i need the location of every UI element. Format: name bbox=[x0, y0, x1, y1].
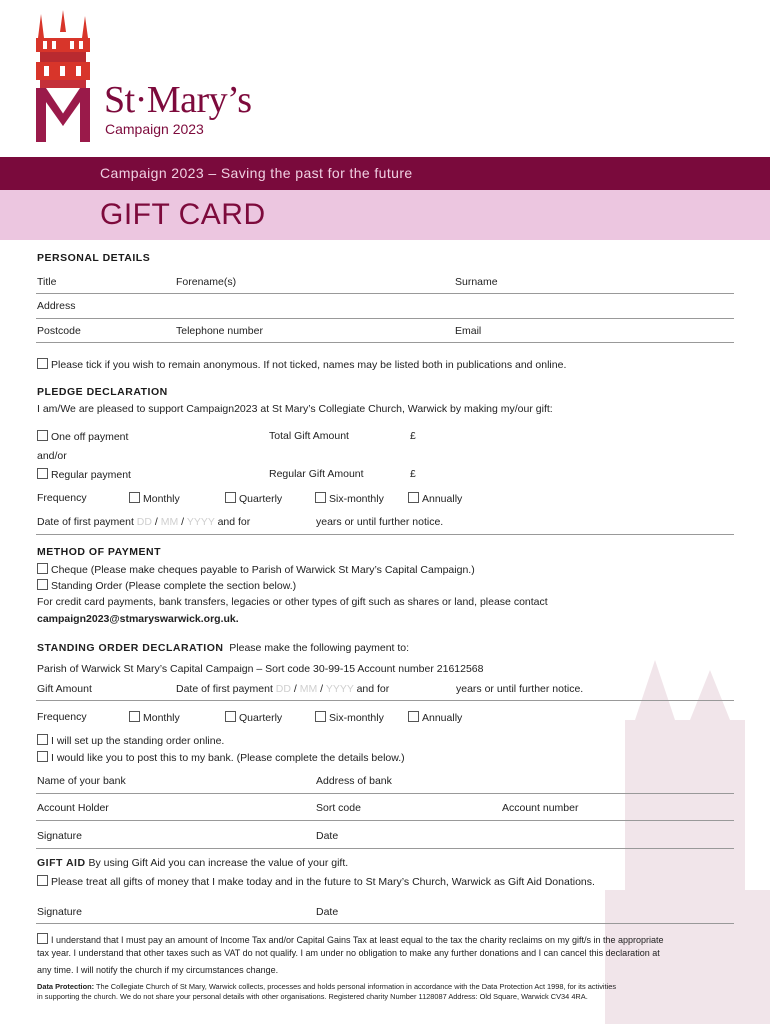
date-first-payment bbox=[37, 516, 250, 528]
bank-name-label: Name of your bank bbox=[37, 775, 126, 787]
email-label: Email bbox=[455, 325, 482, 337]
regular-label: Regular payment bbox=[51, 469, 131, 481]
so-date-first bbox=[176, 683, 389, 695]
standing-label: Standing Order (Please complete the section below.) bbox=[51, 580, 297, 592]
ga-signature-line[interactable] bbox=[36, 923, 734, 924]
pledge-intro: I am/We are pleased to support Campaign2023 at St Mary’s Collegiate Church, Warwick by making my/our gift: bbox=[37, 403, 553, 415]
pledge-heading: PLEDGE DECLARATION bbox=[37, 386, 168, 398]
contact-line[interactable] bbox=[36, 342, 734, 343]
six-monthly-option bbox=[315, 492, 384, 505]
so-monthly-option bbox=[129, 711, 180, 724]
regular-row bbox=[37, 468, 131, 481]
cheque-row bbox=[37, 563, 475, 576]
pledge-line bbox=[36, 534, 734, 535]
month-field[interactable]: MM bbox=[160, 516, 179, 528]
monthly-label: Monthly bbox=[143, 493, 180, 505]
logo-subtitle: Campaign 2023 bbox=[105, 121, 204, 137]
banner-text: Campaign 2023 – Saving the past for the future bbox=[100, 165, 413, 181]
logo-name: St·Mary’s bbox=[104, 79, 252, 121]
monthly-checkbox[interactable] bbox=[129, 492, 140, 503]
account-holder-label: Account Holder bbox=[37, 802, 109, 814]
date-slash: / bbox=[181, 516, 185, 528]
so-and-for-label: and for bbox=[356, 683, 390, 695]
post-checkbox[interactable] bbox=[37, 751, 48, 762]
regular-amount-label: Regular Gift Amount bbox=[269, 468, 364, 480]
so-quarterly-label: Quarterly bbox=[239, 712, 283, 724]
cheque-checkbox[interactable] bbox=[37, 563, 48, 574]
data-protection-text-1: The Collegiate Church of St Mary, Warwick collects, processes and holds personal information in accordance with the Data Protection Act 1998, for its activities bbox=[96, 982, 617, 991]
online-row bbox=[37, 734, 224, 747]
quarterly-checkbox[interactable] bbox=[225, 492, 236, 503]
address-label: Address bbox=[37, 300, 76, 312]
one-off-checkbox[interactable] bbox=[37, 430, 48, 441]
personal-details-heading: PERSONAL DETAILS bbox=[37, 252, 151, 264]
payee-text: Parish of Warwick St Mary’s Capital Campaign – Sort code 30-99-15 Account number 21612568 bbox=[37, 663, 484, 675]
so-annually-checkbox[interactable] bbox=[408, 711, 419, 722]
ga-date-label: Date bbox=[316, 906, 339, 918]
standing-order-heading: STANDING ORDER DECLARATION bbox=[37, 642, 224, 654]
and-for-label: and for bbox=[217, 516, 251, 528]
gift-aid-heading: GIFT AID bbox=[37, 857, 86, 869]
bank-address-label: Address of bank bbox=[316, 775, 392, 787]
post-label: I would like you to post this to my bank. (Please complete the details below.) bbox=[51, 752, 405, 764]
surname-label: Surname bbox=[455, 276, 498, 288]
data-protection-label: Data Protection: bbox=[37, 982, 95, 991]
so-date-first-label: Date of first payment bbox=[176, 683, 273, 695]
page-title: GIFT CARD bbox=[100, 198, 266, 231]
regular-currency: £ bbox=[410, 468, 416, 480]
postcode-label: Postcode bbox=[37, 325, 81, 337]
title-label: Title bbox=[37, 276, 57, 288]
bank-line[interactable] bbox=[36, 793, 734, 794]
gift-aid-row bbox=[37, 875, 595, 888]
campaign-banner bbox=[0, 157, 770, 190]
so-month-field[interactable]: MM bbox=[299, 683, 318, 695]
address-line[interactable] bbox=[36, 318, 734, 319]
total-currency: £ bbox=[410, 430, 416, 442]
quarterly-option bbox=[225, 492, 282, 505]
church-logo-icon bbox=[30, 10, 102, 142]
sort-code-label: Sort code bbox=[316, 802, 361, 814]
date-slash: / bbox=[154, 516, 158, 528]
annually-checkbox[interactable] bbox=[408, 492, 419, 503]
so-six-monthly-option bbox=[315, 711, 384, 724]
cheque-label: Cheque (Please make cheques payable to Parish of Warwick St Mary’s Capital Campaign.) bbox=[51, 564, 475, 576]
so-monthly-label: Monthly bbox=[143, 712, 180, 724]
so-day-field[interactable]: DD bbox=[275, 683, 291, 695]
so-six-monthly-label: Six-monthly bbox=[329, 712, 384, 724]
day-field[interactable]: DD bbox=[136, 516, 152, 528]
other-payments-text: For credit card payments, bank transfers, legacies or other types of gift such as shares or land, please contact bbox=[37, 596, 548, 608]
anonymous-text: Please tick if you wish to remain anonymous. If not ticked, names may be listed both in publications and online. bbox=[51, 359, 567, 371]
declaration-checkbox[interactable] bbox=[37, 933, 48, 944]
online-checkbox[interactable] bbox=[37, 734, 48, 745]
one-off-row bbox=[37, 430, 128, 443]
forename-label: Forename(s) bbox=[176, 276, 237, 288]
standing-order-note: Please make the following payment to: bbox=[229, 642, 410, 654]
so-annually-option bbox=[408, 711, 462, 724]
so-years-label: years or until further notice. bbox=[456, 683, 584, 695]
so-signature-label: Signature bbox=[37, 830, 82, 842]
date-slash: / bbox=[293, 683, 297, 695]
declaration-line-2: tax year. I understand that other taxes such as VAT do not qualify. I am under no obligation to make any further donations and I can cancel this declaration at bbox=[37, 948, 660, 958]
monthly-option bbox=[129, 492, 180, 505]
gift-aid-checkbox[interactable] bbox=[37, 875, 48, 886]
years-label: years or until further notice. bbox=[316, 516, 444, 528]
gift-aid-note: By using Gift Aid you can increase the value of your gift. bbox=[88, 857, 349, 869]
gift-amount-label: Gift Amount bbox=[37, 683, 92, 695]
frequency-label: Frequency bbox=[37, 492, 87, 504]
so-quarterly-option bbox=[225, 711, 282, 724]
ga-signature-label: Signature bbox=[37, 906, 82, 918]
annually-label: Annually bbox=[422, 493, 463, 505]
method-heading: METHOD OF PAYMENT bbox=[37, 546, 162, 558]
gift-aid-treat: Please treat all gifts of money that I make today and in the future to St Mary’s Church, Warwick as Gift Aid Donations. bbox=[51, 876, 595, 888]
data-protection bbox=[37, 982, 737, 1002]
standing-row bbox=[37, 579, 296, 592]
six-monthly-checkbox[interactable] bbox=[315, 492, 326, 503]
regular-checkbox[interactable] bbox=[37, 468, 48, 479]
standing-order-header bbox=[37, 642, 409, 654]
title-band bbox=[0, 190, 770, 240]
telephone-label: Telephone number bbox=[176, 325, 263, 337]
gift-aid-declaration bbox=[37, 933, 737, 977]
so-quarterly-checkbox[interactable] bbox=[225, 711, 236, 722]
anonymous-checkbox[interactable] bbox=[37, 358, 48, 369]
gift-aid-header bbox=[37, 857, 348, 869]
so-signature-line[interactable] bbox=[36, 848, 734, 849]
contact-email[interactable]: campaign2023@stmaryswarwick.org.uk. bbox=[37, 613, 239, 625]
declaration-line-3: any time. I will notify the church if my circumstances change. bbox=[37, 965, 279, 975]
year-field[interactable]: YYYY bbox=[186, 516, 215, 528]
so-amount-line bbox=[36, 700, 734, 701]
online-label: I will set up the standing order online. bbox=[51, 735, 225, 747]
data-protection-text-2: in supporting the church. We do not share your personal details with other organisations. Registered charity Number 1128087 Address: Old Square, Warwick CV34 4RA. bbox=[37, 992, 588, 1001]
so-six-monthly-checkbox[interactable] bbox=[315, 711, 326, 722]
date-slash: / bbox=[320, 683, 324, 695]
date-first-label: Date of first payment bbox=[37, 516, 134, 528]
so-date-label: Date bbox=[316, 830, 339, 842]
quarterly-label: Quarterly bbox=[239, 493, 283, 505]
total-amount-label: Total Gift Amount bbox=[269, 430, 349, 442]
standing-checkbox[interactable] bbox=[37, 579, 48, 590]
so-frequency-label: Frequency bbox=[37, 711, 87, 723]
so-year-field[interactable]: YYYY bbox=[325, 683, 354, 695]
anonymous-row bbox=[37, 358, 566, 371]
name-line[interactable] bbox=[36, 293, 734, 294]
six-monthly-label: Six-monthly bbox=[329, 493, 384, 505]
so-monthly-checkbox[interactable] bbox=[129, 711, 140, 722]
annually-option bbox=[408, 492, 462, 505]
account-number-label: Account number bbox=[502, 802, 579, 814]
so-annually-label: Annually bbox=[422, 712, 463, 724]
one-off-label: One off payment bbox=[51, 431, 129, 443]
declaration-line-1: I understand that I must pay an amount of Income Tax and/or Capital Gains Tax at least equal to the tax the charity reclaims on my gift/s in the appropriate bbox=[51, 935, 664, 945]
account-line[interactable] bbox=[36, 820, 734, 821]
post-row bbox=[37, 751, 405, 764]
andor-label: and/or bbox=[37, 450, 67, 462]
